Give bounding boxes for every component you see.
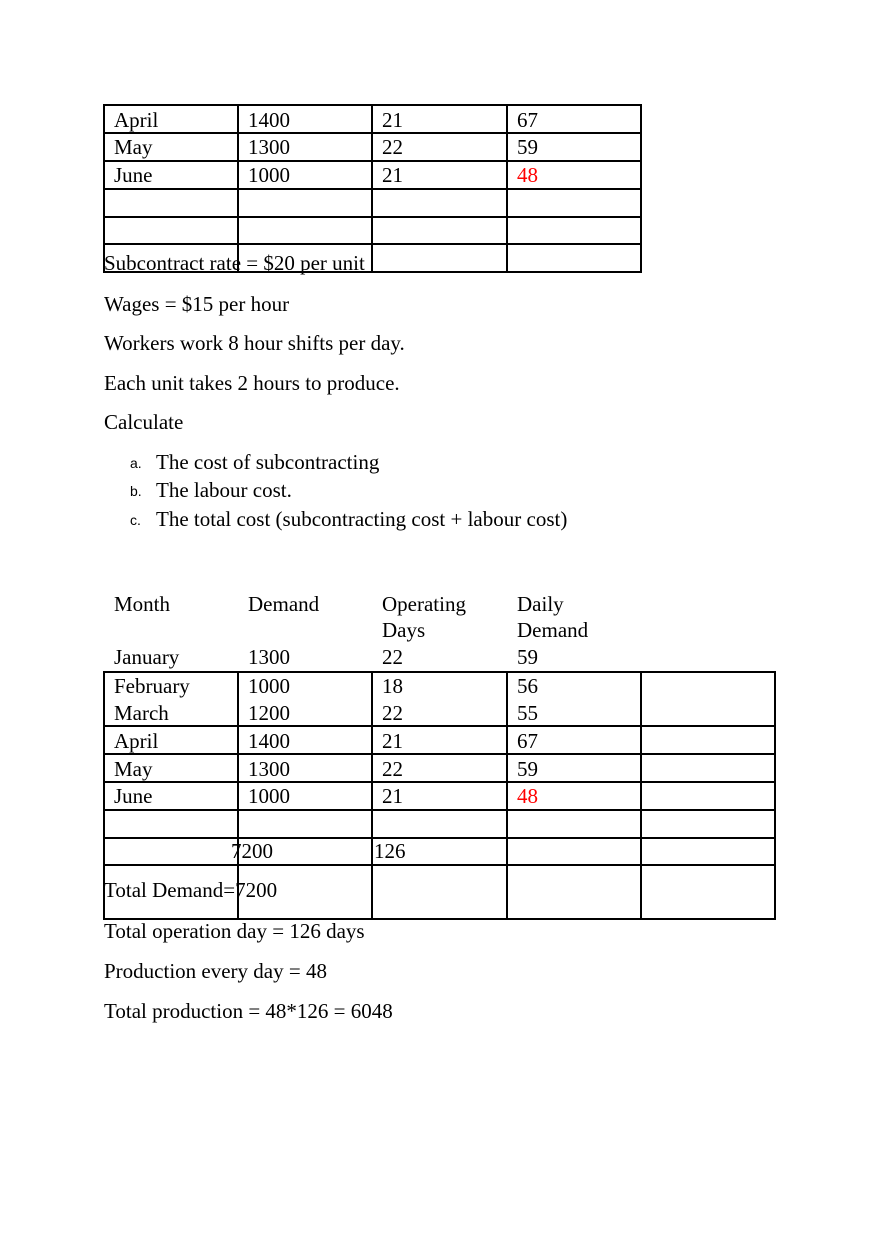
list-marker: c.	[130, 512, 141, 528]
top-table-cell-month: April	[114, 108, 159, 132]
total-demand-cell: 7200	[231, 839, 273, 863]
table-cell-daily-highlight: 48	[517, 784, 538, 808]
column-header-month: Month	[114, 592, 171, 616]
calculate-heading: Calculate	[104, 410, 184, 434]
table-cell-demand: 1300	[248, 757, 290, 781]
table-cell-daily: 55	[517, 701, 538, 725]
top-table-cell-days: 21	[382, 163, 403, 187]
table-cell-month: January	[114, 645, 180, 669]
subcontract-rate-text: Subcontract rate = $20 per unit	[104, 251, 365, 275]
unit-time-text: Each unit takes 2 hours to produce.	[104, 371, 400, 395]
table-cell-demand: 1300	[248, 645, 290, 669]
table-cell-demand: 1000	[248, 674, 290, 698]
table-cell-days: 22	[382, 701, 403, 725]
table-cell-daily: 59	[517, 757, 538, 781]
table-cell-daily: 67	[517, 729, 538, 753]
table-cell-month: April	[114, 729, 159, 753]
list-item: The cost of subcontracting	[156, 450, 380, 474]
column-header-demand: Demand	[248, 592, 320, 616]
table-cell-daily: 56	[517, 674, 538, 698]
table-cell-days: 18	[382, 674, 403, 698]
top-table-cell-daily: 67	[517, 108, 538, 132]
top-table-cell-demand: 1000	[248, 163, 290, 187]
table-cell-demand: 1400	[248, 729, 290, 753]
top-table-cell-days: 22	[382, 135, 403, 159]
top-table-cell-demand: 1300	[248, 135, 290, 159]
column-header-operating-days: Operating	[382, 592, 466, 616]
table-cell-demand: 1200	[248, 701, 290, 725]
total-production-text: Total production = 48*126 = 6048	[104, 999, 393, 1023]
top-table-cell-daily: 59	[517, 135, 538, 159]
table-cell-month: June	[114, 784, 153, 808]
table-cell-month: May	[114, 757, 153, 781]
top-table-cell-month: May	[114, 135, 153, 159]
top-table-cell-month: June	[114, 163, 153, 187]
list-marker: a.	[130, 455, 142, 471]
list-item: The labour cost.	[156, 478, 292, 502]
total-demand-text: Total Demand=7200	[104, 878, 278, 902]
total-days-cell: 126	[374, 839, 406, 863]
top-table-cell-daily-highlight: 48	[517, 163, 538, 187]
wages-text: Wages = $15 per hour	[104, 292, 290, 316]
table-cell-days: 21	[382, 729, 403, 753]
table-cell-demand: 1000	[248, 784, 290, 808]
table-cell-days: 21	[382, 784, 403, 808]
top-table-cell-demand: 1400	[248, 108, 290, 132]
production-per-day-text: Production every day = 48	[104, 959, 327, 983]
column-header-operating-days: Days	[382, 618, 426, 642]
total-operation-text: Total operation day = 126 days	[104, 919, 365, 943]
shifts-text: Workers work 8 hour shifts per day.	[104, 331, 405, 355]
table-cell-days: 22	[382, 757, 403, 781]
column-header-daily-demand: Demand	[517, 618, 589, 642]
column-header-daily-demand: Daily	[517, 592, 564, 616]
top-table-cell-days: 21	[382, 108, 403, 132]
table-cell-month: March	[114, 701, 169, 725]
list-item: The total cost (subcontracting cost + labour cost)	[156, 507, 568, 531]
table-cell-daily: 59	[517, 645, 538, 669]
table-cell-days: 22	[382, 645, 403, 669]
list-marker: b.	[130, 483, 142, 499]
table-cell-month: February	[114, 674, 190, 698]
